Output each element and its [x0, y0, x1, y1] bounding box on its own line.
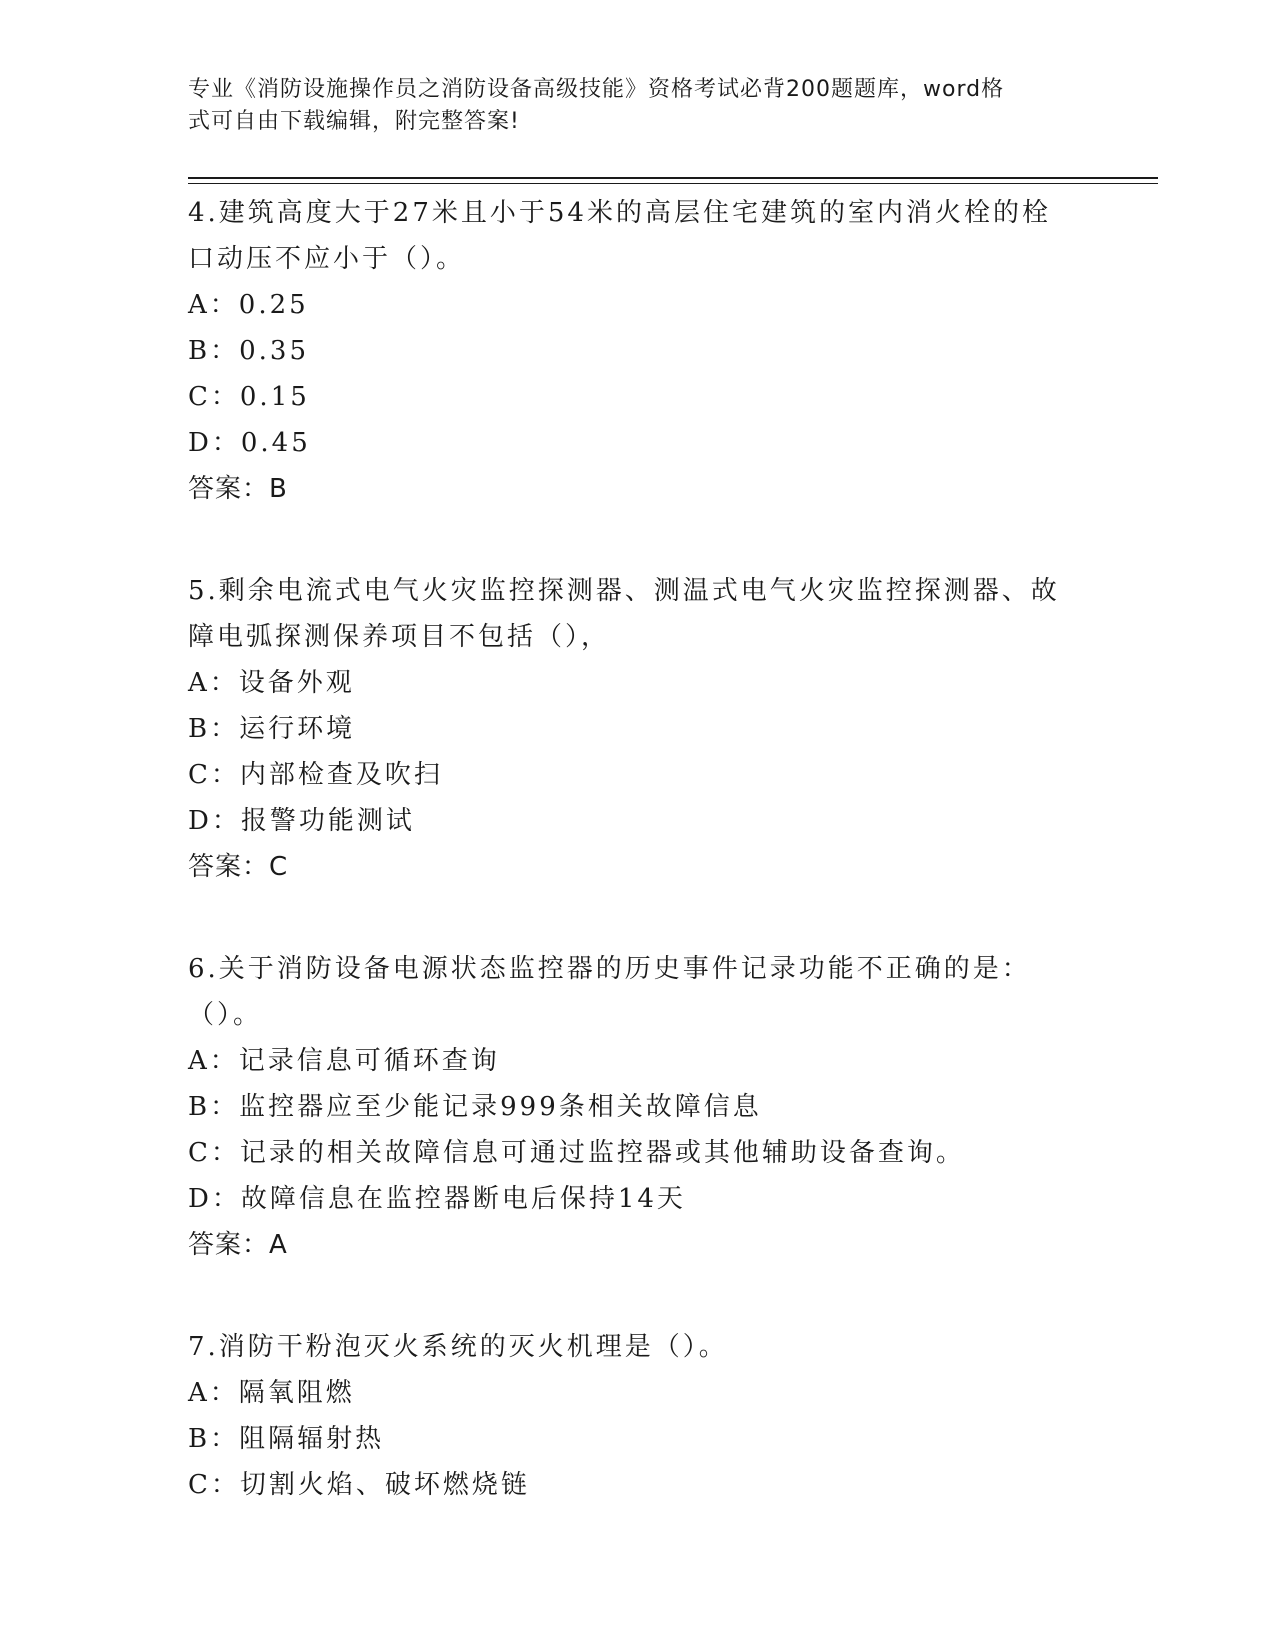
option-c: C：切割火焰、破坏燃烧链	[188, 1470, 530, 1500]
option-d: D：报警功能测试	[188, 806, 415, 836]
option-b: B：0.35	[188, 336, 309, 366]
option-a: A：设备外观	[188, 668, 355, 698]
option-c: C：记录的相关故障信息可通过监控器或其他辅助设备查询。	[188, 1138, 965, 1168]
option-c: C：0.15	[188, 382, 310, 412]
header-line-1: 专业《消防设施操作员之消防设备高级技能》资格考试必背200题题库，word格	[188, 77, 1005, 102]
option-a: A：记录信息可循环查询	[188, 1046, 500, 1076]
answer: 答案：A	[188, 1230, 288, 1260]
question-5	[188, 568, 1088, 890]
question-4	[188, 190, 1088, 512]
question-stem: 7.消防干粉泡灭火系统的灭火机理是（）。	[188, 1332, 728, 1362]
option-b: B：监控器应至少能记录999条相关故障信息	[188, 1092, 762, 1122]
document-header	[188, 74, 1068, 138]
question-stem: 6.关于消防设备电源状态监控器的历史事件记录功能不正确的是：（）。	[188, 954, 1031, 1030]
header-divider-thin	[188, 183, 1158, 184]
question-6	[188, 946, 1088, 1268]
option-a: A：隔氧阻燃	[188, 1378, 355, 1408]
question-stem: 4.建筑高度大于27米且小于54米的高层住宅建筑的室内消火栓的栓口动压不应小于（）。	[188, 198, 1051, 274]
header-line-2: 式可自由下载编辑，附完整答案!	[188, 109, 520, 134]
option-d: D：0.45	[188, 428, 311, 458]
header-divider-thick	[188, 177, 1158, 179]
question-list	[188, 190, 1088, 1508]
option-b: B：阻隔辐射热	[188, 1424, 385, 1454]
answer: 答案：C	[188, 852, 289, 882]
option-d: D：故障信息在监控器断电后保持14天	[188, 1184, 686, 1214]
option-b: B：运行环境	[188, 714, 356, 744]
answer: 答案：B	[188, 474, 288, 504]
question-7	[188, 1324, 1088, 1508]
option-c: C：内部检查及吹扫	[188, 760, 443, 790]
option-a: A：0.25	[188, 290, 309, 320]
question-stem: 5.剩余电流式电气火灾监控探测器、测温式电气火灾监控探测器、故障电弧探测保养项目不包括（），	[188, 576, 1060, 652]
